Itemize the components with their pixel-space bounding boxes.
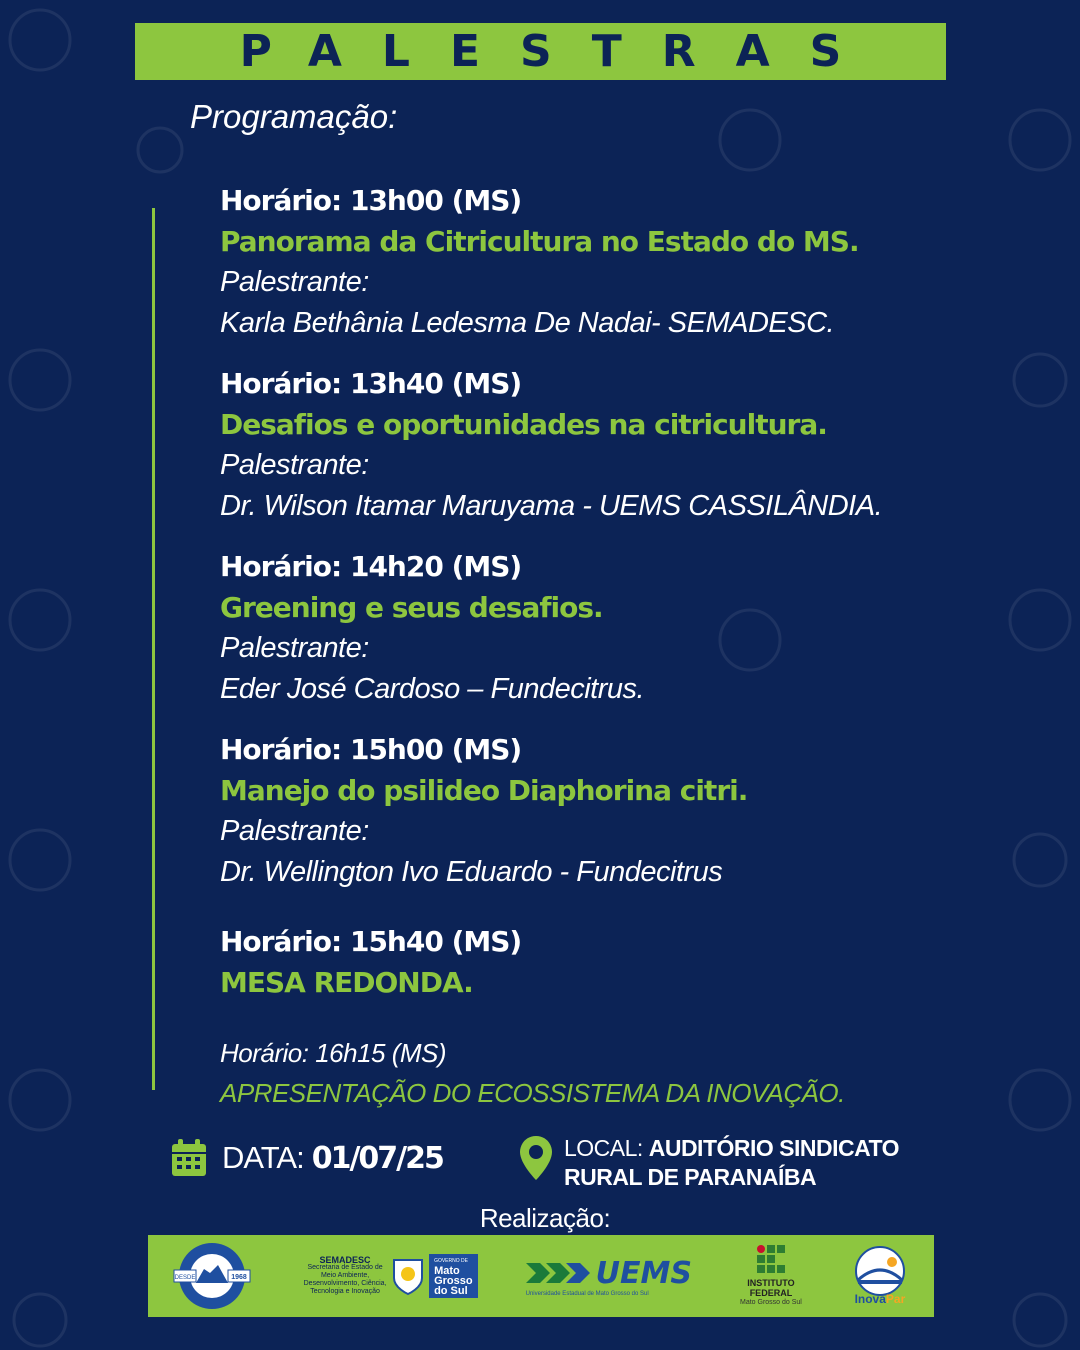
speaker-name: Eder José Cardoso – Fundecitrus. (220, 673, 645, 705)
talk-item (220, 363, 1020, 527)
speaker-label: Palestrante: (220, 632, 369, 664)
talk-item (220, 180, 1020, 344)
sindicato-right-text: 1968 (231, 1274, 247, 1281)
talk-time: Horário: 15h40 (MS) (220, 925, 522, 958)
inovapar-logo (850, 1246, 910, 1306)
event-date (170, 1138, 443, 1178)
uems-name: UEMS (595, 1255, 692, 1291)
talk-topic: Greening e seus desafios. (220, 591, 603, 624)
title-banner (135, 23, 946, 80)
semadesc-desc: Secretaria de Estado de Meio Ambiente, Desenvolvimento, Ciência, Tecnologia e Inovação (303, 1264, 387, 1295)
talk-time: Horário: 15h00 (MS) (220, 733, 522, 766)
gov-label: GOVERNO DE (434, 1258, 468, 1264)
location-line2: RURAL DE PARANAÍBA (564, 1164, 817, 1190)
event-location (518, 1134, 899, 1192)
semadesc-title: SEMADESC (319, 1255, 371, 1265)
semadesc-logo (300, 1254, 478, 1298)
speaker-label: Palestrante: (220, 266, 369, 298)
date-value: 01/07/25 (311, 1140, 443, 1176)
ifms-line3: Mato Grosso do Sul (740, 1299, 802, 1306)
talk-time: Horário: 13h00 (MS) (220, 184, 522, 217)
gov-name-2: Grosso (434, 1275, 473, 1287)
talk-time: Horário: 14h20 (MS) (220, 550, 522, 583)
uems-subtitle: Universidade Estadual de Mato Grosso do Sul (525, 1290, 649, 1297)
ifms-squares-icon (756, 1244, 786, 1278)
uems-chevrons-icon (526, 1259, 596, 1287)
sindicato-left-text: DESDE (174, 1275, 196, 1281)
talk-item (220, 729, 1020, 893)
talk-item (220, 546, 1020, 710)
schedule-list (220, 180, 1020, 1022)
speaker-label: Palestrante: (220, 815, 369, 847)
organizers-logos-bar (148, 1235, 934, 1317)
inovapar-name-1: Inova (854, 1292, 886, 1306)
page-title: PALESTRAS (239, 26, 882, 77)
location-line1: AUDITÓRIO SINDICATO (648, 1135, 900, 1161)
schedule-heading: Programação: (190, 98, 398, 135)
gov-name-3: do Sul (434, 1285, 468, 1297)
speaker-name: Dr. Wilson Itamar Maruyama - UEMS CASSILÂNDIA. (220, 490, 883, 522)
location-label: LOCAL: (564, 1135, 643, 1161)
ifms-line1: INSTITUTO (747, 1278, 795, 1288)
talk-topic: MESA REDONDA. (220, 966, 473, 999)
speaker-label: Palestrante: (220, 449, 369, 481)
innovation-presentation (220, 1033, 845, 1113)
ifms-logo (740, 1244, 802, 1308)
extra-topic: APRESENTAÇÃO DO ECOSSISTEMA DA INOVAÇÃO. (220, 1078, 845, 1108)
inovapar-name-2: Par (885, 1292, 906, 1306)
talk-topic: Desafios e oportunidades na citricultura. (220, 408, 827, 441)
gov-name-1: Mato (434, 1265, 460, 1277)
map-pin-icon (518, 1134, 554, 1182)
date-label: DATA: (222, 1140, 304, 1175)
talk-topic: Panorama da Citricultura no Estado do MS. (220, 225, 859, 258)
ms-coat-of-arms-icon (390, 1256, 426, 1296)
talk-item (220, 921, 1020, 1003)
extra-time: Horário: 16h15 (MS) (220, 1038, 447, 1068)
ifms-line2: FEDERAL (749, 1288, 793, 1298)
sindicato-rural-logo (172, 1241, 252, 1311)
timeline-line (152, 208, 155, 1090)
uems-logo (526, 1256, 692, 1297)
organizers-label: Realização: (479, 1203, 611, 1233)
bridge-icon (850, 1246, 910, 1296)
speaker-name: Dr. Wellington Ivo Eduardo - Fundecitrus (220, 856, 723, 888)
calendar-icon (170, 1138, 208, 1178)
talk-topic: Manejo do psilideo Diaphorina citri. (220, 774, 748, 807)
talk-time: Horário: 13h40 (MS) (220, 367, 522, 400)
speaker-name: Karla Bethânia Ledesma De Nadai- SEMADESC. (220, 307, 835, 339)
